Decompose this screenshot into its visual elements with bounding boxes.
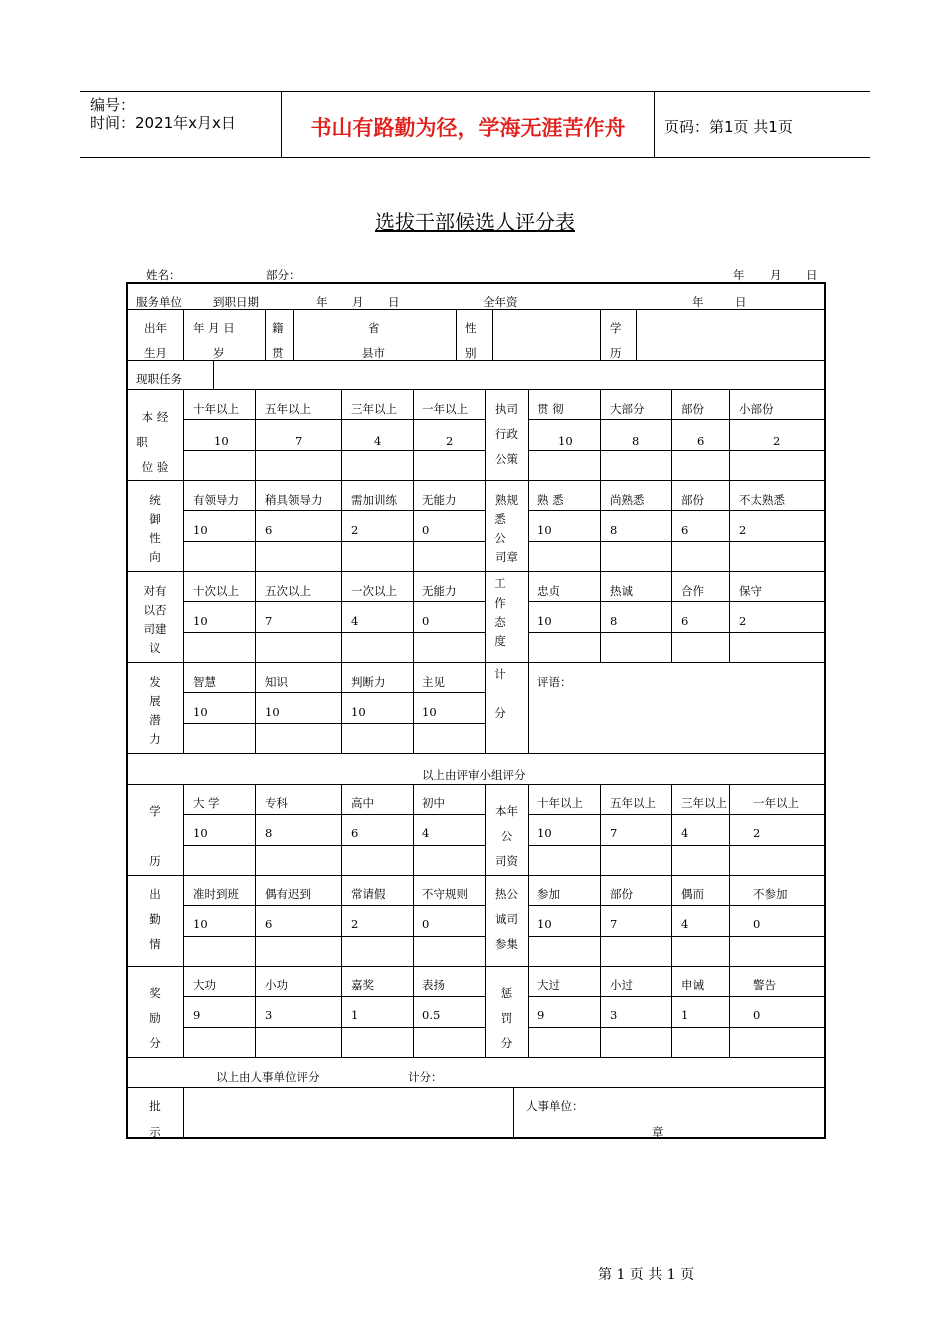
sug-label-4: 议 (149, 641, 161, 655)
doc-number-label: 编号： (90, 96, 136, 114)
pot-label-3: 潜 (149, 713, 161, 727)
grid-vline (824, 282, 826, 1139)
grid-hline (528, 845, 824, 846)
edu-head2-2: 五年以上 (610, 796, 656, 810)
grid-hline (528, 905, 824, 906)
birth-label-a: 出年 (144, 321, 167, 335)
att-score-4: 0 (422, 917, 430, 931)
grid-vline (729, 389, 730, 480)
exp-label-1: 本 经 (141, 410, 169, 424)
grid-hline (183, 419, 485, 420)
lead-head2-1: 熟 悉 (537, 493, 564, 507)
grid-vline (528, 480, 529, 571)
sug-label-1: 对有 (143, 584, 167, 598)
rew-score2-1: 9 (537, 1008, 545, 1022)
pot-head-3: 判断力 (351, 675, 386, 689)
grid-vline (255, 784, 256, 875)
native-label-a: 籍 (272, 321, 284, 335)
pot-score-2: 10 (265, 705, 280, 719)
lead-mid-2: 悉 (494, 512, 506, 526)
grid-vline (255, 662, 256, 753)
sug-mid-3: 态 (494, 615, 506, 629)
rew-label-1: 奖 (149, 986, 161, 1000)
grid-hline (126, 875, 824, 876)
rew-label-3: 分 (149, 1036, 161, 1050)
rew-score-3: 1 (351, 1008, 359, 1022)
pot-head-1: 智慧 (193, 675, 216, 689)
grid-vline (729, 571, 730, 662)
grid-hline (183, 450, 485, 451)
hr-note: 以上由人事单位评分 (216, 1070, 320, 1084)
exp-head-2: 五年以上 (265, 402, 311, 416)
edu-score-1: 10 (193, 826, 208, 840)
grid-hline (528, 936, 824, 937)
grid-vline (413, 875, 414, 966)
grid-hline (183, 632, 485, 633)
grid-vline (183, 309, 184, 360)
arrive-month: 月 (352, 295, 364, 309)
sug-score-1: 10 (193, 614, 208, 628)
exp-head2-2: 大部分 (610, 402, 645, 416)
seniority-year: 年 (692, 295, 704, 309)
grid-vline (729, 784, 730, 875)
hr-unit-label: 人事单位： (526, 1099, 584, 1113)
att-score2-3: 4 (681, 917, 689, 931)
exp-head2-1: 贯 彻 (537, 402, 564, 416)
grid-hline (183, 845, 485, 846)
page-footer: 第 1 页 共 1 页 (598, 1267, 695, 1283)
att-score2-2: 7 (610, 917, 618, 931)
rew-score-1: 9 (193, 1008, 201, 1022)
att-head-2: 偶有迟到 (265, 887, 311, 901)
grid-vline (341, 571, 342, 662)
pot-head-4: 主见 (422, 675, 445, 689)
grid-vline (729, 480, 730, 571)
edu-head-1: 大 学 (193, 796, 220, 810)
arrive-year: 年 (316, 295, 328, 309)
grid-hline (528, 601, 824, 602)
review-group-note: 以上由评审小组评分 (422, 768, 526, 782)
info-year: 年 (733, 268, 745, 282)
pot-label-4: 力 (149, 732, 161, 746)
lead-score2-3: 6 (681, 523, 689, 537)
grid-hline (126, 966, 824, 967)
edu-score-4: 4 (422, 826, 430, 840)
birth-label-b: 生月 (144, 346, 167, 360)
exp-score-2: 7 (295, 434, 303, 448)
grid-vline (729, 875, 730, 966)
grid-vline (600, 480, 601, 571)
grid-hline (183, 1027, 485, 1028)
edu-mid-1: 本年 (495, 804, 518, 818)
grid-vline (341, 784, 342, 875)
sug-score2-1: 10 (537, 614, 552, 628)
pot-score-3: 10 (351, 705, 366, 719)
native-label-b: 贯 (272, 346, 284, 360)
grid-vline (255, 480, 256, 571)
lead-head-3: 需加训练 (351, 493, 397, 507)
att-score-2: 6 (265, 917, 273, 931)
sug-head-1: 十次以上 (193, 584, 239, 598)
grid-hline (183, 905, 485, 906)
sug-head2-4: 保守 (739, 584, 762, 598)
rew-label-2: 励 (149, 1011, 161, 1025)
info-day: 日 (806, 268, 818, 282)
grid-vline (413, 966, 414, 1057)
grid-hline (528, 419, 824, 420)
pot-score-1: 10 (193, 705, 208, 719)
grid-vline (341, 480, 342, 571)
lead-score-4: 0 (422, 523, 430, 537)
lead-head2-3: 部份 (681, 493, 704, 507)
lead-head-4: 无能力 (422, 493, 457, 507)
sug-mid-2: 作 (494, 596, 506, 610)
exp-mid-2: 行政 (495, 427, 518, 441)
att-label-1: 出 (149, 887, 161, 901)
grid-vline (413, 662, 414, 753)
exp-head-3: 三年以上 (351, 402, 397, 416)
grid-vline (413, 480, 414, 571)
lead-label-2: 御 (149, 512, 161, 526)
grid-hline (183, 723, 485, 724)
edu-label-1: 学 (149, 804, 161, 818)
header-top-border (80, 91, 870, 92)
att-mid-1: 热公 (495, 887, 518, 901)
sug-score2-4: 2 (739, 614, 747, 628)
sug-score2-2: 8 (610, 614, 618, 628)
exp-head2-3: 部份 (681, 402, 704, 416)
edu-mid-2: 公 (500, 829, 513, 843)
rew-head2-3: 申诫 (681, 978, 704, 992)
grid-hline (126, 1087, 824, 1088)
approve-label-a: 批 (149, 1099, 161, 1113)
header-motto: 书山有路勤为径，学海无涯苦作舟 (310, 115, 626, 140)
rew-head2-2: 小过 (610, 978, 633, 992)
lead-mid-4: 司章 (495, 550, 518, 564)
edu-head2-4: 一年以上 (753, 796, 799, 810)
edu-score-2: 8 (265, 826, 273, 840)
sug-score-2: 7 (265, 614, 273, 628)
grid-vline (600, 966, 601, 1057)
current-job-label: 现职任务 (136, 372, 182, 386)
sug-mid-4: 度 (494, 634, 506, 648)
edu-head-4: 初中 (422, 796, 445, 810)
att-score2-4: 0 (753, 917, 761, 931)
grid-vline (213, 360, 214, 389)
grid-vline (492, 309, 493, 360)
dept-label: 部分： (266, 268, 301, 282)
pot-label-1: 发 (149, 675, 161, 689)
rew-mid-1: 惩 (500, 986, 513, 1000)
rew-score-4: 0.5 (422, 1008, 441, 1022)
grid-vline (671, 480, 672, 571)
arrive-day: 日 (388, 295, 400, 309)
rew-head2-4: 警告 (753, 978, 776, 992)
grid-vline (413, 389, 414, 480)
pot-mid-1: 计 (494, 667, 506, 681)
grid-hline (183, 541, 485, 542)
exp-head2-4: 小部份 (739, 402, 774, 416)
att-head-1: 准时到班 (193, 887, 239, 901)
sug-head-4: 无能力 (422, 584, 457, 598)
grid-hline (126, 1057, 824, 1058)
exp-score2-2: 8 (632, 434, 640, 448)
rew-score2-4: 0 (753, 1008, 761, 1022)
rew-score-2: 3 (265, 1008, 273, 1022)
grid-hline (528, 632, 824, 633)
rew-mid-2: 罚 (500, 1011, 513, 1025)
province-label: 省 (368, 321, 380, 335)
edu-label-2: 历 (149, 854, 161, 868)
grid-vline (528, 571, 529, 662)
lead-head-1: 有领导力 (193, 493, 239, 507)
pot-mid-2: 分 (494, 706, 506, 720)
sug-head2-2: 热诚 (610, 584, 633, 598)
pot-score-4: 10 (422, 705, 437, 719)
exp-score2-3: 6 (697, 434, 705, 448)
grid-vline (671, 571, 672, 662)
grid-vline (671, 389, 672, 480)
edu-head2-1: 十年以上 (537, 796, 583, 810)
grid-vline (183, 784, 184, 875)
grid-vline (671, 784, 672, 875)
header-divider-2 (654, 91, 655, 158)
name-label: 姓名： (146, 268, 181, 282)
att-head2-3: 偶而 (681, 887, 704, 901)
att-score-3: 2 (351, 917, 359, 931)
grid-hline (126, 389, 824, 390)
gender-label-b: 别 (465, 346, 477, 360)
sug-mid-1: 工 (494, 576, 506, 590)
grid-hline (126, 480, 824, 481)
grid-vline (341, 966, 342, 1057)
grid-vline (600, 309, 601, 360)
doc-time-label: 时间：2021年x月x日 (90, 114, 236, 132)
lead-score2-2: 8 (610, 523, 618, 537)
grid-vline (671, 966, 672, 1057)
lead-label-1: 统 (149, 493, 161, 507)
edu-label-b: 历 (610, 346, 622, 360)
grid-vline (341, 875, 342, 966)
sug-head-3: 一次以上 (351, 584, 397, 598)
exp-label-2: 职 (136, 435, 148, 449)
grid-vline (729, 966, 730, 1057)
exp-label-3: 位 验 (141, 460, 169, 474)
grid-hline (126, 571, 824, 572)
att-score2-1: 10 (537, 917, 552, 931)
rew-head-1: 大功 (193, 978, 216, 992)
comment-label: 评语： (537, 675, 572, 689)
grid-hline (183, 814, 485, 815)
sug-head-2: 五次以上 (265, 584, 311, 598)
lead-label-3: 性 (149, 531, 161, 545)
exp-head-4: 一年以上 (422, 402, 468, 416)
grid-vline (528, 966, 529, 1057)
pot-label-2: 展 (149, 694, 161, 708)
exp-mid-3: 公策 (495, 452, 518, 466)
att-score-1: 10 (193, 917, 208, 931)
grid-hline (126, 662, 824, 663)
header-page-info: 页码：第1页 共1页 (664, 118, 793, 136)
grid-vline (456, 309, 457, 360)
seal-label: 章 (652, 1125, 664, 1139)
grid-vline (528, 662, 529, 753)
header-bottom-border (80, 157, 870, 158)
grid-vline (255, 875, 256, 966)
grid-hline (528, 1027, 824, 1028)
lead-head2-2: 尚熟悉 (610, 493, 645, 507)
grid-vline (183, 966, 184, 1057)
exp-mid-1: 执司 (495, 402, 518, 416)
att-head2-4: 不参加 (753, 887, 788, 901)
grid-vline (636, 309, 637, 360)
seniority-label: 全年资 (483, 295, 518, 309)
grid-hline (183, 692, 485, 693)
att-head2-1: 参加 (537, 887, 560, 901)
edu-score2-3: 4 (681, 826, 689, 840)
seniority-day: 日 (735, 295, 747, 309)
att-label-2: 勤 (149, 912, 161, 926)
grid-vline (183, 389, 184, 480)
grid-hline (528, 996, 824, 997)
grid-hline (183, 510, 485, 511)
grid-vline (183, 571, 184, 662)
age-label: 岁 (213, 346, 225, 360)
grid-hline (126, 309, 824, 310)
grid-vline (183, 662, 184, 753)
arrive-date-label: 到职日期 (213, 295, 259, 309)
grid-vline (293, 309, 294, 360)
grid-hline (183, 996, 485, 997)
grid-vline (671, 875, 672, 966)
sug-head2-3: 合作 (681, 584, 704, 598)
edu-head2-3: 三年以上 (681, 796, 727, 810)
grid-vline (255, 966, 256, 1057)
lead-score-2: 6 (265, 523, 273, 537)
grid-hline (183, 936, 485, 937)
grid-hline (126, 282, 826, 284)
sug-score-4: 0 (422, 614, 430, 628)
grid-vline (341, 389, 342, 480)
lead-mid-1: 熟规 (495, 493, 518, 507)
att-mid-3: 参集 (495, 937, 518, 951)
grid-vline (341, 662, 342, 753)
county-label: 县市 (362, 346, 385, 360)
att-head2-2: 部份 (610, 887, 633, 901)
att-mid-2: 诚司 (495, 912, 518, 926)
grid-vline (600, 784, 601, 875)
att-label-3: 情 (149, 937, 161, 951)
lead-mid-3: 公 (494, 531, 506, 545)
rew-head2-1: 大过 (537, 978, 560, 992)
exp-score-1: 10 (214, 434, 229, 448)
lead-score-1: 10 (193, 523, 208, 537)
grid-vline (183, 1087, 184, 1137)
pot-head-2: 知识 (265, 675, 288, 689)
edu-label-a: 学 (610, 321, 622, 335)
grid-vline (600, 389, 601, 480)
edu-score2-2: 7 (610, 826, 618, 840)
sug-head2-1: 忠贞 (537, 584, 560, 598)
grid-hline (126, 1137, 826, 1139)
grid-hline (126, 753, 824, 754)
exp-head-1: 十年以上 (193, 402, 239, 416)
sug-score2-3: 6 (681, 614, 689, 628)
info-month: 月 (770, 268, 782, 282)
edu-mid-3: 司资 (495, 854, 518, 868)
grid-hline (528, 541, 824, 542)
rew-score2-2: 3 (610, 1008, 618, 1022)
grid-vline (255, 389, 256, 480)
lead-score-3: 2 (351, 523, 359, 537)
att-head-4: 不守规则 (422, 887, 468, 901)
grid-hline (528, 510, 824, 511)
edu-score2-1: 10 (537, 826, 552, 840)
grid-vline (183, 480, 184, 571)
grid-hline (126, 360, 824, 361)
sug-label-3: 司建 (143, 622, 167, 636)
sug-label-2: 以否 (143, 603, 167, 617)
grid-vline (600, 571, 601, 662)
rew-score2-3: 1 (681, 1008, 689, 1022)
edu-score2-4: 2 (753, 826, 761, 840)
edu-head-2: 专科 (265, 796, 288, 810)
rew-head-3: 嘉奖 (351, 978, 374, 992)
att-head-3: 常请假 (351, 887, 386, 901)
service-unit-label: 服务单位 (136, 295, 182, 309)
lead-label-4: 向 (149, 550, 161, 564)
exp-score-4: 2 (446, 434, 454, 448)
grid-hline (183, 601, 485, 602)
lead-score2-4: 2 (739, 523, 747, 537)
grid-vline (265, 309, 266, 360)
approve-label-b: 示 (149, 1125, 161, 1139)
gender-label-a: 性 (465, 321, 477, 335)
grid-vline (413, 784, 414, 875)
lead-head-2: 稍具领导力 (265, 493, 323, 507)
lead-score2-1: 10 (537, 523, 552, 537)
grid-vline (600, 875, 601, 966)
grid-hline (126, 784, 824, 785)
hr-score-label: 计分： (408, 1070, 443, 1084)
form-title: 选拔干部候选人评分表 (375, 210, 575, 234)
lead-head2-4: 不太熟悉 (739, 493, 785, 507)
grid-vline (413, 571, 414, 662)
grid-vline (183, 875, 184, 966)
birth-ymd: 年 月 日 (193, 321, 235, 335)
grid-vline (528, 389, 529, 480)
rew-head-4: 表扬 (422, 978, 445, 992)
sug-score-3: 4 (351, 614, 359, 628)
grid-vline (255, 571, 256, 662)
edu-head-3: 高中 (351, 796, 374, 810)
exp-score-3: 4 (374, 434, 382, 448)
rew-head-2: 小功 (265, 978, 288, 992)
exp-score2-4: 2 (773, 434, 781, 448)
edu-score-3: 6 (351, 826, 359, 840)
rew-mid-3: 分 (500, 1036, 513, 1050)
grid-vline (528, 784, 529, 875)
grid-hline (528, 814, 824, 815)
grid-vline (513, 1087, 514, 1137)
exp-score2-1: 10 (558, 434, 573, 448)
grid-vline (528, 875, 529, 966)
grid-hline (528, 450, 824, 451)
